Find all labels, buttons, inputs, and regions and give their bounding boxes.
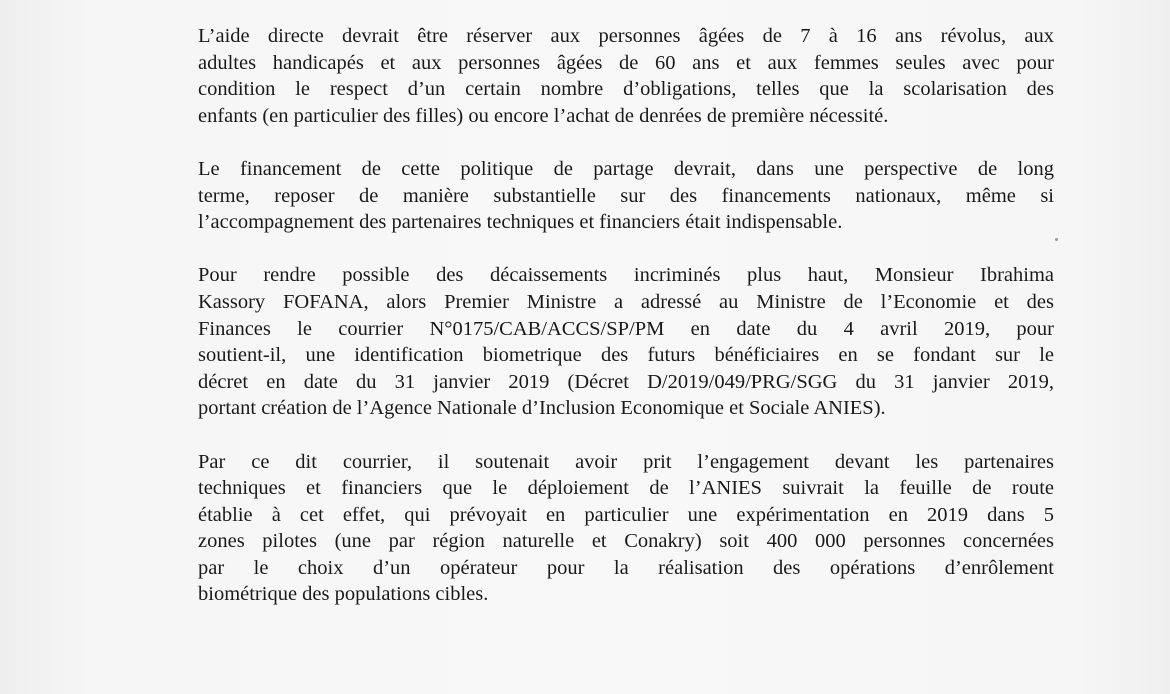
document-body — [198, 23, 1054, 635]
text-line: biométrique des populations cibles. — [198, 583, 489, 606]
text-line: adultes handicapés et aux personnes âgées de 60 ans et aux femmes seules avec pour — [198, 51, 1054, 74]
paragraph-disbursements — [198, 262, 1054, 422]
text-line: Pour rendre possible des décaissements incriminés plus haut, Monsieur Ibrahima — [198, 264, 1054, 287]
text-line: condition le respect d’un certain nombre d’obligations, telles que la scolarisation des — [198, 78, 1054, 101]
text-line: Par ce dit courrier, il soutenait avoir prit l’engagement devant les partenaires — [198, 450, 1054, 473]
text-line: Finances le courrier N°0175/CAB/ACCS/SP/PM en date du 4 avril 2019, pour — [198, 317, 1054, 340]
text-line: par le choix d’un opérateur pour la réalisation des opérations d’enrôlement — [198, 556, 1054, 579]
text-line: enfants (en particulier des filles) ou encore l’achat de denrées de première nécessité. — [198, 104, 889, 127]
text-line: l’accompagnement des partenaires techniques et financiers était indispensable. — [198, 211, 843, 234]
text-line: établie à cet effet, qui prévoyait en particulier une expérimentation en 2019 dans 5 — [198, 503, 1054, 526]
scan-speck — [1055, 238, 1058, 241]
text-line: Kassory FOFANA, alors Premier Ministre a adressé au Ministre de l’Economie et des — [198, 290, 1054, 313]
text-line: portant création de l’Agence Nationale d’Inclusion Economique et Sociale ANIES). — [198, 397, 886, 420]
paragraph-financing — [198, 156, 1054, 236]
text-line: soutient-il, une identification biometrique des futurs bénéficiaires en se fondant sur le — [198, 344, 1054, 367]
text-line: décret en date du 31 janvier 2019 (Décret D/2019/049/PRG/SGG du 31 janvier 2019, — [198, 370, 1054, 393]
paragraph-direct-aid — [198, 23, 1054, 129]
text-line: Le financement de cette politique de partage devrait, dans une perspective de long — [198, 157, 1054, 180]
text-line: L’aide directe devrait être réserver aux personnes âgées de 7 à 16 ans révolus, aux — [198, 25, 1054, 47]
paragraph-commitment — [198, 449, 1054, 609]
text-line: terme, reposer de manière substantielle sur des financements nationaux, même si — [198, 184, 1054, 207]
text-line: zones pilotes (une par région naturelle et Conakry) soit 400 000 personnes concernées — [198, 530, 1054, 553]
text-line: techniques et financiers que le déploiement de l’ANIES suivrait la feuille de route — [198, 477, 1054, 500]
